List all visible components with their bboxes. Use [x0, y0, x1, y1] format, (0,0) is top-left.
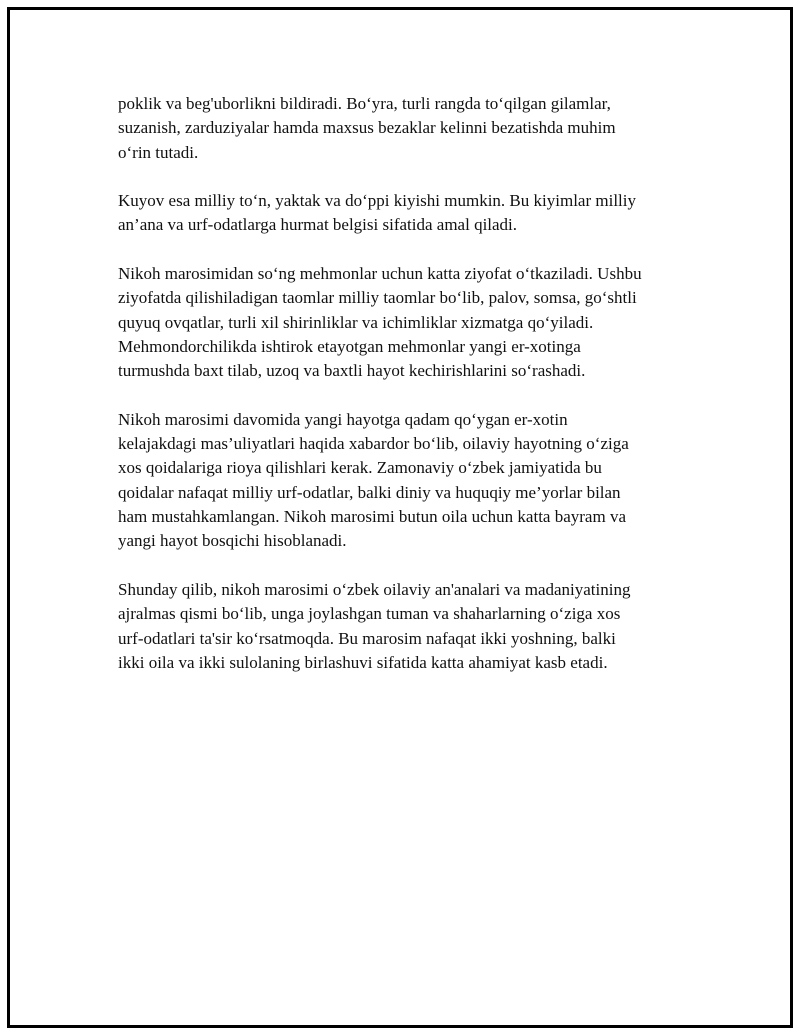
paragraph-2: Kuyov esa milliy to‘n, yaktak va do‘ppi kiyishi mumkin. Bu kiyimlar milliy an’ana va urf-odatlarga hurmat belgisi sifatida amal qiladi.: [118, 191, 636, 235]
paragraph-5: Shunday qilib, nikoh marosimi o‘zbek oilaviy an'analari va madaniyatining ajralmas qismi bo‘lib, unga joylashgan tuman va shaharlarning o‘ziga xos urf-odatlari ta'sir ko‘rsatmoqda. Bu marosim nafaqat ikki yoshning, balki ikki oila va ikki sulolaning birlashuvi sifatida katta ahamiyat kasb etadi.: [118, 579, 631, 672]
paragraph-1: poklik va beg'uborlikni bildiradi. Bo‘yra, turli rangda to‘qilgan gilamlar, suzanish, zarduziyalar hamda maxsus bezaklar kelinni bezatishda muhim o‘rin tutadi.: [118, 94, 616, 162]
paragraph-4: Nikoh marosimi davomida yangi hayotga qadam qo‘ygan er-xotin kelajakdagi mas’uliyatlari haqida xabardor bo‘lib, oilaviy hayotning o‘ziga xos qoidalariga rioya qilishlari kerak. Zamonaviy o‘zbek jamiyatida bu qoidalar nafaqat milliy urf-odatlar, balki diniy va huquqiy me’yorlar bilan ham mustahkamlangan. Nikoh marosimi butun oila uchun katta bayram va yangi hayot bosqichi hisoblanadi.: [118, 409, 629, 551]
document-body: [118, 92, 718, 699]
paragraph-3: Nikoh marosimidan so‘ng mehmonlar uchun katta ziyofat o‘tkaziladi. Ushbu ziyofatda qilishiladigan taomlar milliy taomlar bo‘lib, palov, somsa, go‘shtli quyuq ovqatlar, turli xil shirinliklar va ichimliklar xizmatga qo‘yiladi. Mehmondorchilikda ishtirok etayotgan mehmonlar yangi er-xotinga turmushda baxt tilab, uzoq va baxtli hayot kechirishlarini so‘rashadi.: [118, 264, 642, 381]
